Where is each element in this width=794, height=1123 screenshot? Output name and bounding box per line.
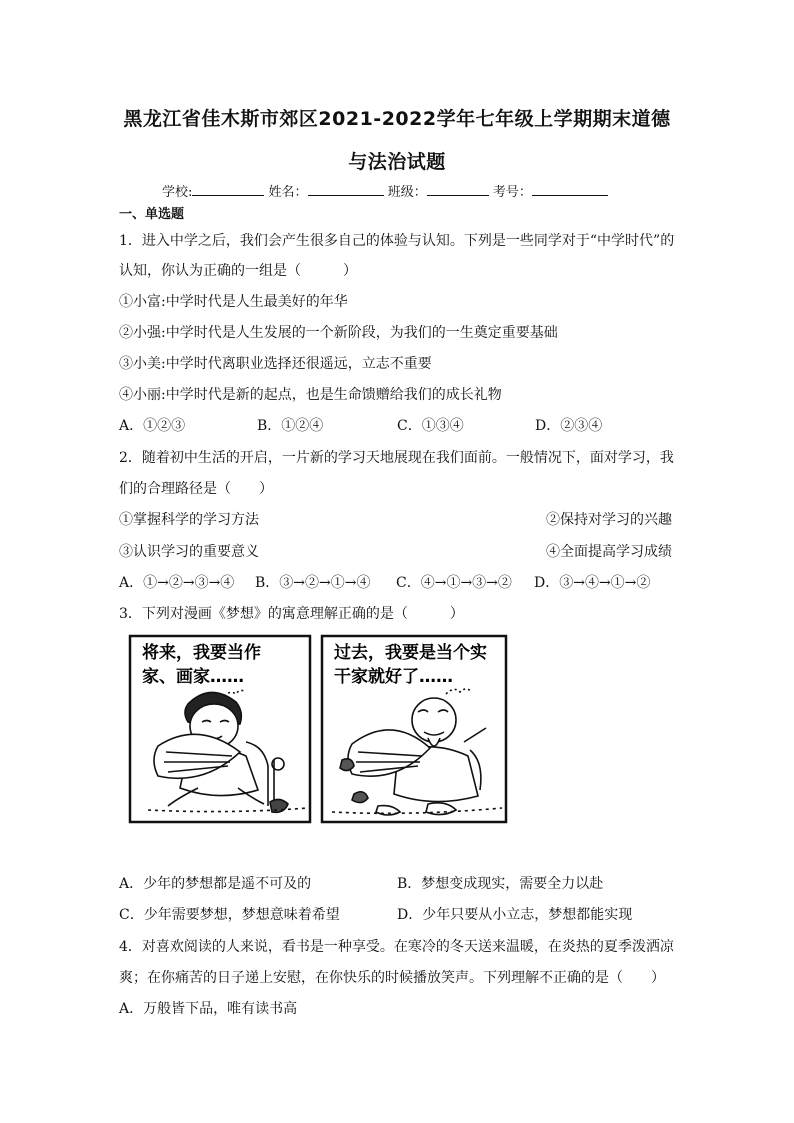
page-title-line2: 与法治试题 (348, 151, 446, 173)
name-blank (308, 182, 384, 196)
q3-options-row2 (119, 904, 632, 924)
comic-right-caption-1: 过去，我要是当个实 (334, 643, 487, 663)
q2-option-d: D．③→④→①→② (534, 575, 651, 591)
q4-stem-line1: 4．对喜欢阅读的人来说，看书是一种享受。在寒冷的冬天送来温暖，在炎热的夏季泼洒凉 (119, 939, 674, 955)
comic-left-caption-2: 家、画家…… (142, 667, 244, 687)
page-title: 黑龙江省佳木斯市郊区2021-2022学年七年级上学期期末道德 (123, 108, 671, 130)
q4-option-a: A．万般皆下品，唯有读书高 (119, 1001, 298, 1017)
q2-item-2: ②保持对学习的兴趣 (546, 512, 672, 528)
q1-options (119, 415, 602, 435)
q1-stem-line2: 认知，你认为正确的一组是（ ） (119, 263, 357, 279)
comic-left-caption-1: 将来，我要当作 (142, 643, 261, 663)
q1-option-a: A．①②③ (119, 418, 186, 434)
q1-stem-line1: 1．进入中学之后，我们会产生很多自己的体验与认知。下列是一些同学对于“中学时代”的 (119, 233, 675, 249)
q3-option-d: D．少年只要从小立志，梦想都能实现 (397, 907, 633, 923)
q3-stem: 3．下列对漫画《梦想》的寓意理解正确的是（ ） (119, 606, 464, 622)
q4-stem-line2: 爽；在你痛苦的日子递上安慰，在你快乐的时候播放笑声。下列理解不正确的是（ ） (119, 970, 665, 986)
q1-option-d: D．②③④ (535, 418, 603, 434)
q2-option-a: A．①→②→③→④ (119, 575, 235, 591)
exam-no-blank (532, 182, 608, 196)
q3-option-c: C．少年需要梦想，梦想意味着希望 (119, 907, 340, 923)
q3-option-a: A．少年的梦想都是遥不可及的 (119, 876, 312, 892)
comic-right-caption-2: 干家就好了…… (334, 667, 453, 687)
section-heading: 一、单选题 (119, 207, 185, 222)
q2-stem-line1: 2．随着初中生活的开启，一片新的学习天地展现在我们面前。一般情况下，面对学习，我 (119, 450, 674, 466)
school-label: 学校: (162, 185, 193, 200)
q2-options (119, 572, 650, 592)
school-blank (192, 182, 264, 196)
q1-option-b: B．①②④ (257, 418, 324, 434)
q3-options-row1 (119, 873, 603, 893)
q2-stem-line2: 们的合理路径是（ ） (119, 481, 273, 497)
exam-no-label: 考号： (492, 185, 532, 200)
dream-comic (128, 634, 508, 824)
q1-item-4: ④小丽:中学时代是新的起点，也是生命馈赠给我们的成长礼物 (119, 387, 502, 403)
q1-item-1: ①小富:中学时代是人生最美好的年华 (119, 294, 348, 310)
q1-option-c: C．①③④ (397, 418, 464, 434)
q2-item-1: ①掌握科学的学习方法 (119, 512, 259, 528)
class-label: 班级： (387, 185, 427, 200)
q3-option-b: B．梦想变成现实，需要全力以赴 (397, 876, 604, 892)
q2-item-4: ④全面提高学习成绩 (546, 544, 672, 560)
q1-item-2: ②小强:中学时代是人生发展的一个新阶段，为我们的一生奠定重要基础 (119, 325, 558, 341)
q2-option-b: B．③→②→①→④ (255, 575, 371, 591)
student-info-row (162, 181, 608, 200)
q2-option-c: C．④→①→③→② (396, 575, 512, 591)
name-label: 姓名： (268, 185, 308, 200)
class-blank (427, 182, 489, 196)
q2-item-3: ③认识学习的重要意义 (119, 544, 259, 560)
q1-item-3: ③小美:中学时代离职业选择还很遥远，立志不重要 (119, 356, 432, 372)
